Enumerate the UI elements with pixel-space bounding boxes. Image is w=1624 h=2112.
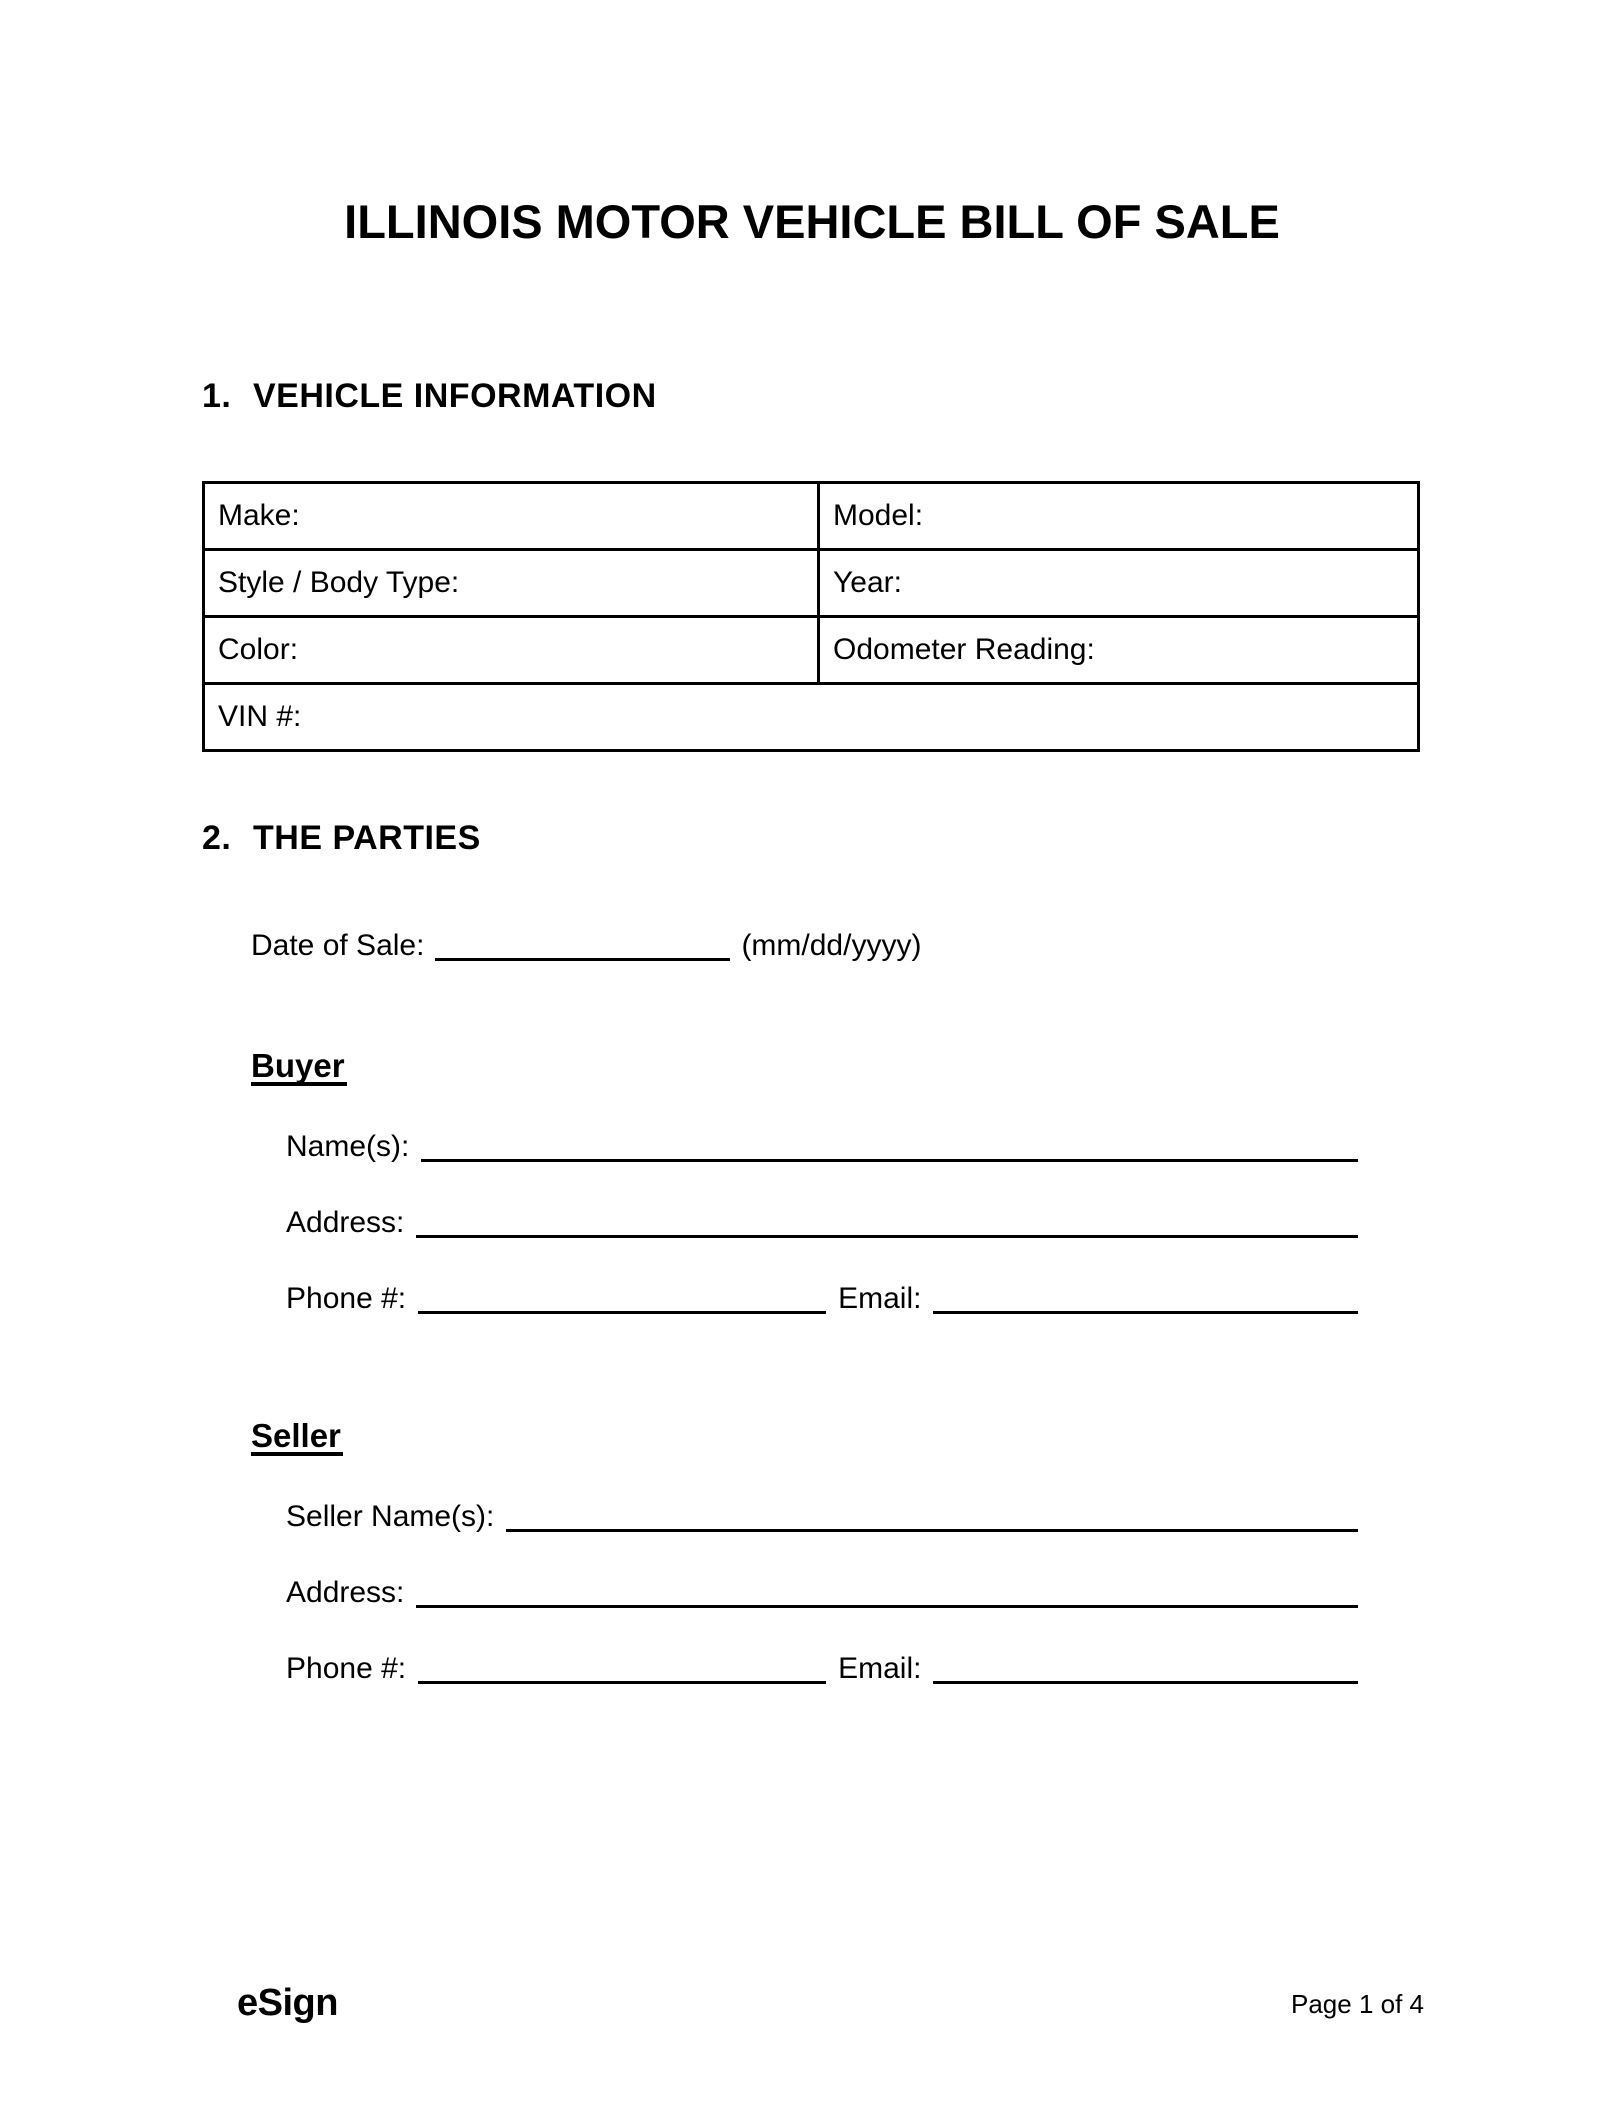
style-body-type-label: Style / Body Type: — [218, 566, 460, 599]
vin-cell[interactable] — [204, 684, 1419, 751]
vehicle-info-section-number: 1. — [202, 377, 232, 415]
odometer-cell[interactable] — [819, 617, 1419, 684]
buyer-address-row — [286, 1205, 1358, 1241]
seller-name-input-line[interactable] — [506, 1529, 1358, 1532]
model-label: Model: — [833, 499, 924, 532]
buyer-address-input-line[interactable] — [416, 1235, 1358, 1238]
seller-address-input-line[interactable] — [416, 1605, 1358, 1608]
table-row — [204, 617, 1419, 684]
date-format-hint: (mm/dd/yyyy) — [741, 929, 922, 962]
vehicle-info-section-label: VEHICLE INFORMATION — [253, 377, 657, 415]
seller-phone-label: Phone #: — [286, 1652, 407, 1685]
seller-address-label: Address: — [286, 1576, 405, 1609]
parties-section-number: 2. — [202, 819, 232, 857]
page-indicator: Page 1 of 4 — [1291, 1989, 1424, 2019]
color-label: Color: — [218, 633, 299, 666]
table-row — [204, 550, 1419, 617]
vin-label: VIN #: — [218, 700, 302, 733]
vehicle-info-table — [202, 481, 1420, 752]
section-heading-the-parties — [202, 818, 1624, 858]
seller-name-row — [286, 1499, 1358, 1535]
date-of-sale-input-line[interactable] — [435, 958, 730, 961]
buyer-address-label: Address: — [286, 1206, 405, 1239]
section-heading-vehicle-information — [202, 376, 1624, 416]
seller-section-heading — [251, 1416, 1624, 1456]
buyer-name-input-line[interactable] — [421, 1159, 1358, 1162]
seller-email-input-line[interactable] — [933, 1681, 1358, 1684]
buyer-phone-label: Phone #: — [286, 1282, 407, 1315]
seller-phone-input-line[interactable] — [418, 1681, 826, 1684]
buyer-contact-row — [286, 1281, 1358, 1317]
parties-section-label: THE PARTIES — [253, 819, 481, 857]
seller-email-label: Email: — [838, 1652, 922, 1685]
make-label: Make: — [218, 499, 300, 532]
date-of-sale-label: Date of Sale: — [251, 929, 425, 962]
year-label: Year: — [833, 566, 902, 599]
seller-address-row — [286, 1575, 1358, 1611]
color-cell[interactable] — [204, 617, 819, 684]
buyer-email-label: Email: — [838, 1282, 922, 1315]
year-cell[interactable] — [819, 550, 1419, 617]
seller-heading-label: Seller — [251, 1417, 341, 1454]
style-body-type-cell[interactable] — [204, 550, 819, 617]
date-of-sale-row — [251, 928, 1358, 964]
buyer-name-row — [286, 1129, 1358, 1165]
table-row — [204, 483, 1419, 550]
buyer-phone-input-line[interactable] — [418, 1311, 826, 1314]
buyer-heading-label: Buyer — [251, 1047, 345, 1084]
esign-logo: eSign — [237, 1982, 338, 2024]
seller-contact-row — [286, 1651, 1358, 1687]
table-row — [204, 684, 1419, 751]
seller-name-label: Seller Name(s): — [286, 1500, 495, 1533]
model-cell[interactable] — [819, 483, 1419, 550]
buyer-name-label: Name(s): — [286, 1130, 410, 1163]
buyer-section-heading — [251, 1046, 1624, 1086]
make-cell[interactable] — [204, 483, 819, 550]
buyer-email-input-line[interactable] — [933, 1311, 1358, 1314]
odometer-label: Odometer Reading: — [833, 633, 1095, 666]
document-title: ILLINOIS MOTOR VEHICLE BILL OF SALE — [344, 195, 1280, 248]
